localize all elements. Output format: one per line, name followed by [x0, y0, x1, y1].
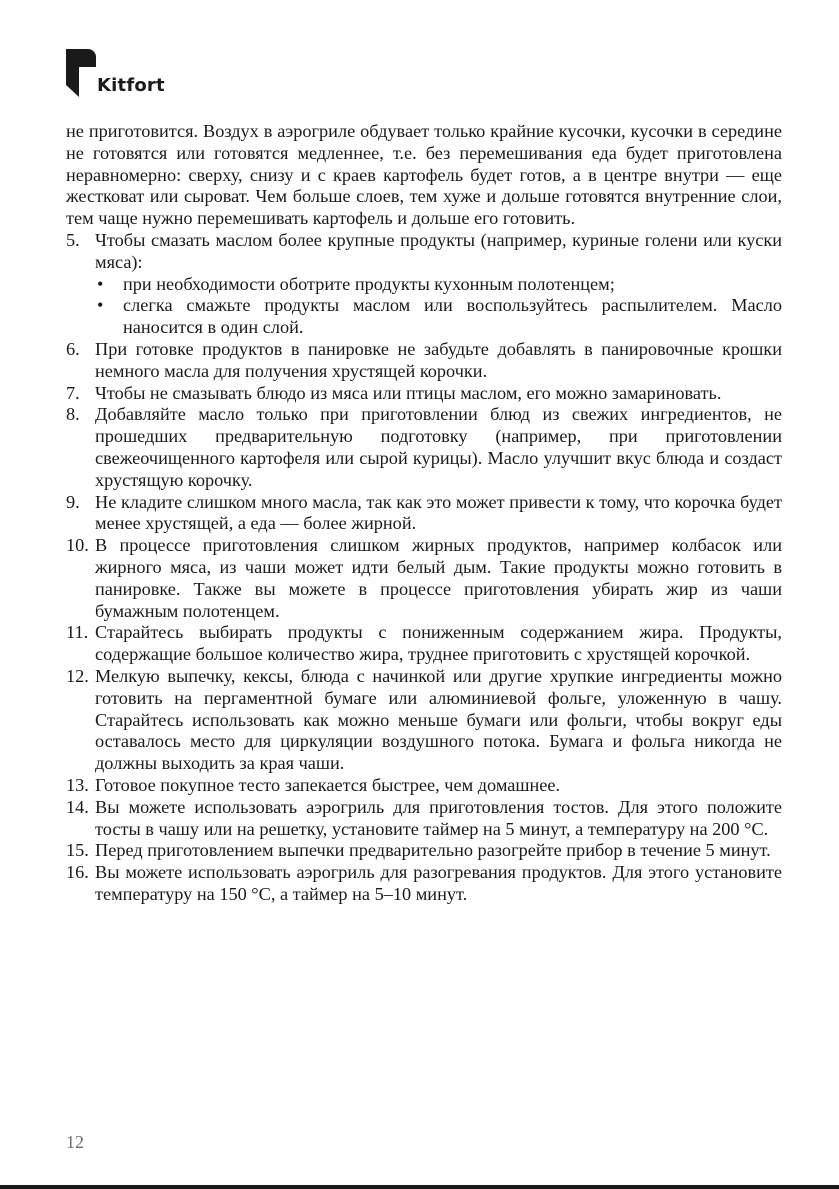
bottom-divider — [0, 1185, 839, 1189]
list-item-text: В процессе приготовления слишком жирных продуктов, например колбасок или жирного мяса, из чаши может идти белый дым. Такие продукты можно готовить в панировке. Также вы можете в процессе приготовления убирать жир из чаши бумажным полотенцем. — [95, 535, 782, 621]
list-item — [66, 797, 782, 841]
page-content — [66, 121, 782, 906]
list-item-text: При готовке продуктов в панировке не забудьте добавлять в панировочные крошки немного масла для получения хрустящей корочки. — [95, 338, 782, 381]
list-item-number: 5. — [66, 229, 80, 250]
list-item-text: Не кладите слишком много масла, так как это может привести к тому, что корочка будет менее хрустящей, а еда — более жирной. — [95, 491, 782, 534]
bullet-text: слегка смажьте продукты маслом или воспользуйтесь распылителем. Масло наносится в один слой. — [123, 295, 782, 338]
list-item-text: Старайтесь выбирать продукты с пониженным содержанием жира. Продукты, содержащие большое количество жира, труднее приготовить с хрустящей корочкой. — [95, 622, 782, 665]
list-item-text: Перед приготовлением выпечки предварительно разогрейте прибор в течение 5 минут. — [95, 840, 771, 861]
list-item-number: 11. — [66, 622, 89, 643]
list-item — [66, 404, 782, 491]
bullet-item — [95, 274, 782, 296]
list-item-number: 12. — [66, 665, 89, 686]
list-item — [66, 492, 782, 536]
brand-name: Kitfort — [97, 75, 165, 96]
list-item-text: Мелкую выпечку, кексы, блюда с начинкой или другие хрупкие ингредиенты можно готовить на пергаментной бумаге или алюминиевой фольге, уложенную в чашу. Старайтесь использовать как можно меньше бумаги или фольги, чтобы вокруг еды оставалось место для циркуляции воздушного потока. Бумага и фольга никогда не должны выходить за края чаши. — [95, 665, 782, 774]
intro-paragraph: не приготовится. Воздух в аэрогриле обдувает только крайние кусочки, кусочки в середине не готовятся или готовятся медленнее, т.е. без перемешивания еда будет приготовлена неравномерно: сверху, снизу и с краев картофель будет готов, а в центре внутри — еще жестковат или сыроват. Чем больше слоев, тем хуже и дольше готовятся внутренние слои, тем чаще нужно перемешивать картофель и дольше его готовить. — [66, 121, 782, 229]
list-item-number: 6. — [66, 338, 80, 359]
bullet-icon: • — [97, 295, 104, 316]
list-item-number: 14. — [66, 796, 89, 817]
kitfort-logo-mark-icon — [66, 49, 96, 97]
list-item — [66, 230, 782, 339]
list-item-text: Готовое покупное тесто запекается быстрее, чем домашнее. — [95, 774, 561, 795]
bullet-text: при необходимости оботрите продукты кухонным полотенцем; — [123, 273, 615, 294]
list-item — [66, 339, 782, 383]
list-item-text: Чтобы не смазывать блюдо из мяса или птицы маслом, его можно замариновать. — [95, 382, 722, 403]
list-item — [66, 666, 782, 775]
bullet-list — [95, 274, 782, 339]
list-item-number: 8. — [66, 404, 80, 425]
page-number: 12 — [66, 1132, 84, 1152]
list-item-number: 13. — [66, 774, 89, 795]
list-item — [66, 535, 782, 622]
list-item-text: Чтобы смазать маслом более крупные продукты (например, куриные голени или куски мяса): — [95, 229, 782, 272]
list-item — [66, 862, 782, 906]
list-item — [66, 840, 782, 862]
list-item-number: 16. — [66, 862, 89, 883]
list-item-text: Вы можете использовать аэрогриль для разогревания продуктов. Для этого установите температуру на 150 °C, а таймер на 5–10 минут. — [95, 862, 782, 904]
list-item — [66, 622, 782, 666]
tips-list — [66, 230, 782, 906]
bullet-icon: • — [97, 273, 104, 294]
bullet-item — [95, 295, 782, 339]
list-item-text: Добавляйте масло только при приготовлении блюд из свежих ингредиентов, не прошедших предварительную подготовку (например, при приготовлении свежеочищенного картофеля или сырой курицы). Масло улучшит вкус блюда и создаст хрустящую корочку. — [95, 404, 782, 490]
list-item-number: 9. — [66, 491, 80, 512]
list-item-text: Вы можете использовать аэрогриль для приготовления тостов. Для этого положите тосты в чашу или на решетку, установите таймер на 5 минут, а температуру на 200 °C. — [95, 796, 782, 839]
list-item-number: 15. — [66, 840, 89, 861]
list-item-number: 10. — [66, 535, 89, 556]
list-item-number: 7. — [66, 382, 80, 403]
list-item — [66, 775, 782, 797]
list-item — [66, 383, 782, 405]
